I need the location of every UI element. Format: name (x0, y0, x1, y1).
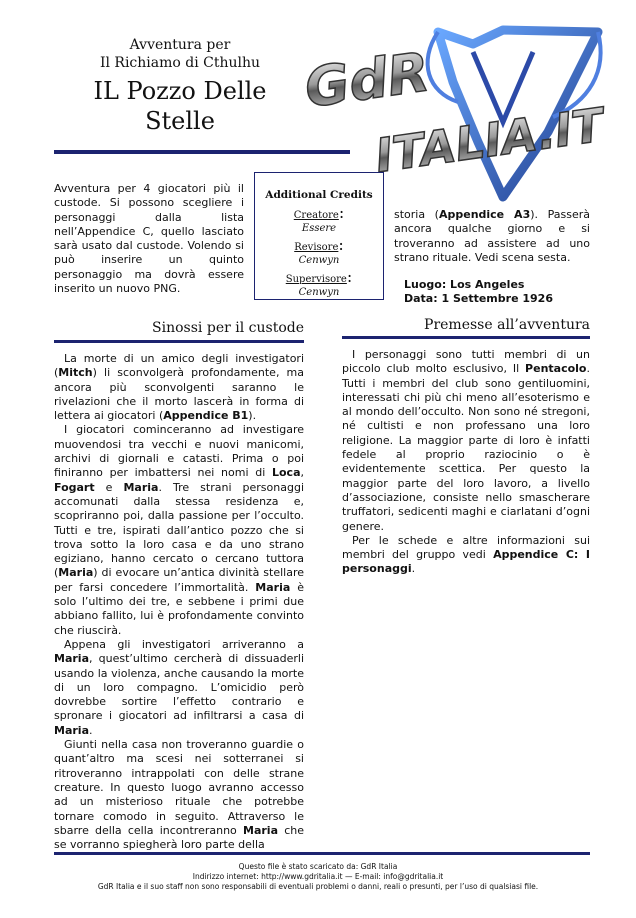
header-line-2: Il Richiamo di Cthulhu (99, 55, 261, 71)
reviewer-name: Cenwyn (298, 254, 340, 266)
supervisor-role: Supervisore (285, 274, 347, 285)
appendix-a3-ref: Appendice A3 (438, 208, 531, 221)
bold-reference: Maria (54, 652, 89, 666)
paragraph-text: che se vorranno spiegherà loro parte della (54, 823, 304, 852)
paragraph-text: . (411, 562, 416, 576)
intro-paragraph: Avventura per 4 giocatori più il custode. Si possono scegliere i personaggi dalla lista nell’Appendice C, quello lasciato sarà usato dal custode. Volendo si può inserire un quinto personaggio ma dovrà essere inserito un nuovo PNG. (54, 182, 244, 296)
bold-reference: Maria (58, 566, 94, 580)
intro-continuation (394, 208, 590, 265)
paragraph-text: Giunti nella casa non troveranno guardie o quant’altro ma scesi nei sotterranei si ritroveranno intrappolati con delle strane creature. In questo luogo avranno accesso ad un misterioso rituale che potrebbe tornare comodo in seguito. Attraverso le sbarre della cella incontreranno (54, 738, 304, 837)
bold-reference: Maria (54, 723, 89, 737)
sinossi-paragraph (54, 738, 304, 852)
credits-title: Additional Credits (265, 189, 373, 201)
sinossi-heading: Sinossi per il custode (152, 320, 304, 336)
bold-reference: Maria (123, 480, 159, 494)
sinossi-paragraph (54, 638, 304, 738)
footer-disclaimer: GdR Italia e il suo staff non sono responsabili di eventuali problemi o danni, reali o presunti, per l’uso di qualsiasi file. (97, 882, 539, 891)
bold-reference: Pentacolo (525, 362, 587, 376)
bold-reference: Appendice C: I personaggi (342, 548, 590, 576)
setting-info (404, 278, 553, 306)
intro-cont-text-2: ). Passerà ancora qualche giorno e si troveranno ad assistere ad uno strano rituale. Vedi scena sesta. (394, 208, 590, 264)
paragraph-text: . (89, 723, 93, 737)
bold-reference: Fogart (54, 480, 95, 494)
premesse-paragraph (342, 534, 590, 577)
paragraph-text: , (300, 466, 304, 480)
paragraph-text: , quest’ultimo cercherà di dissuaderli usando la violenza, anche causando la morte di un loro compagno. L’omicidio però dovrebbe sortire l’effetto contrario e spronare i giocatori ad infiltrarsi a casa di (54, 652, 304, 723)
premesse-divider (342, 336, 590, 339)
sinossi-paragraph (54, 352, 304, 423)
sinossi-body (54, 352, 304, 852)
paragraph-text: e (94, 480, 124, 494)
paragraph-text: . Tre strani personaggi accomunati dalla stessa residenza e, scopriranno poi, dalla passione per l’occulto. Tutti e tre, ispirati dall’antico pozzo che si trova sotto la loro casa e da uno strano egiziano, hanno cercato o cercano tuttora ( (54, 480, 304, 580)
page-footer (0, 862, 636, 892)
premesse-heading: Premesse all’avventura (424, 317, 590, 333)
paragraph-text: Per le schede e altre informazioni sui membri del gruppo vedi (342, 533, 590, 562)
paragraph-text: . Tutti i membri del club sono gentiluomini, interessati chi più chi meno all’esoterismo e al mondo dell’occulto. Non sono né stregoni, né cultisti e non professano una loro religione. La maggior parte di loro è infatti fedele al proprio raziocinio o è evidentemente scettica. Per questo la maggior parte del loro lavoro, a livello d’associazione, consiste nello smascherare truffatori, sedicenti maghi e ciarlatani d’ogni genere. (342, 362, 590, 533)
paragraph-text: ) li sconvolgerà profondamente, ma ancora più sconvolgenti saranno le rivelazioni che il morto lascerà in forma di lettera ai giocatori ( (54, 366, 304, 423)
logo-text-gdr: GdR (301, 40, 434, 120)
title-line-1: IL Pozzo Delle (93, 77, 267, 105)
paragraph-text: ). (248, 409, 257, 423)
header-line-1: Avventura per (129, 37, 231, 53)
supervisor-name: Cenwyn (298, 286, 340, 298)
title-line-2: Stelle (145, 107, 215, 135)
paragraph-text: è solo l’ultimo dei tre, e sebbene i primi due abbiano fallito, lui è profondamente convinto che riuscirà. (54, 580, 304, 637)
bold-reference: Appendice B1 (163, 409, 249, 423)
paragraph-text: I giocatori cominceranno ad investigare muovendosi tra vecchi e nuovi manicomi, archivi di giornali e catasti. Prima o poi finiranno per imbattersi nei nomi di (54, 423, 304, 480)
paragraph-text: ) di evocare un’antica divinità stellare per farsi concedere l’immortalità. (54, 566, 304, 594)
intro-cont-text: storia ( (394, 208, 439, 221)
reviewer-role: Revisore (294, 242, 339, 253)
footer-source: Questo file è stato scaricato da: GdR Italia (238, 862, 398, 871)
document-header (80, 36, 280, 136)
creator-name: Essere (301, 222, 337, 234)
bold-reference: Loca (271, 466, 301, 480)
logo-text-italia: ITALIA.IT (372, 97, 607, 183)
footer-contacts: Indirizzo internet: http://www.gdritalia.it — E-mail: info@gdritalia.it (192, 872, 444, 881)
bold-reference: Maria (255, 580, 291, 594)
sinossi-paragraph (54, 423, 304, 637)
footer-divider (54, 852, 590, 855)
sinossi-divider (54, 340, 304, 343)
bold-reference: Mitch (58, 366, 93, 380)
additional-credits-box: Additional Credits Creatore: Essere Revisore: Cenwyn Supervisore: Cenwyn (254, 172, 384, 300)
document-title (80, 76, 280, 136)
bold-reference: Maria (243, 823, 278, 837)
paragraph-text: La morte di un amico degli investigatori ( (54, 352, 304, 380)
creator-role: Creatore (293, 210, 339, 221)
setting-place: Luogo: Los Angeles (404, 278, 525, 291)
paragraph-text: Appena gli investigatori arriveranno a (64, 637, 304, 651)
paragraph-text: I personaggi sono tutti membri di un piccolo club molto esclusivo, Il (342, 348, 590, 376)
premesse-body (342, 348, 590, 577)
premesse-paragraph (342, 348, 590, 534)
setting-date: Data: 1 Settembre 1926 (404, 292, 553, 305)
